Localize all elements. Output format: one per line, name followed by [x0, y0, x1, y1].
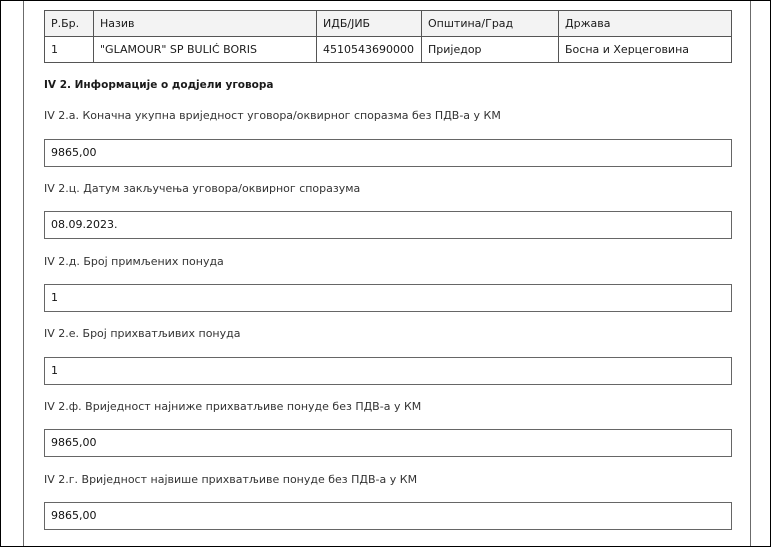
field-label-contract-date: IV 2.ц. Датум закључења уговора/оквирног споразума — [44, 182, 361, 195]
contractor-table — [44, 10, 732, 63]
column-header-municipality: Општина/Град — [422, 11, 559, 37]
cell-name: "GLAMOUR" SP BULIĆ BORIS — [94, 37, 317, 63]
field-label-received-offers: IV 2.д. Број примљених понуда — [44, 255, 224, 268]
section-title: IV 2. Информације о додјели уговора — [44, 79, 274, 91]
field-label-acceptable-offers: IV 2.е. Број прихватљивих понуда — [44, 327, 241, 340]
field-label-highest-offer: IV 2.г. Вриједност највише прихватљиве понуде без ПДВ-а у КМ — [44, 473, 418, 486]
field-value-final-value: 9865,00 — [44, 139, 732, 167]
column-header-number: Р.Бр. — [45, 11, 94, 37]
field-value-acceptable-offers: 1 — [44, 357, 732, 385]
cell-id: 4510543690000 — [317, 37, 422, 63]
field-label-lowest-offer: IV 2.ф. Вриједност најниже прихватљиве понуде без ПДВ-а у КМ — [44, 400, 422, 413]
field-label-final-value: IV 2.a. Коначна укупна вриједност уговора/оквирног споразма без ПДВ-а у КМ — [44, 109, 501, 122]
column-header-country: Држава — [559, 11, 732, 37]
table-row — [45, 37, 732, 63]
field-value-received-offers: 1 — [44, 284, 732, 312]
field-value-highest-offer: 9865,00 — [44, 502, 732, 530]
column-header-id: ИДБ/ЈИБ — [317, 11, 422, 37]
cell-country: Босна и Херцеговина — [559, 37, 732, 63]
column-header-name: Назив — [94, 11, 317, 37]
field-value-lowest-offer: 9865,00 — [44, 429, 732, 457]
cell-number: 1 — [45, 37, 94, 63]
document-page — [23, 0, 751, 547]
cell-municipality: Приједор — [422, 37, 559, 63]
table-header-row — [45, 11, 732, 37]
field-value-contract-date: 08.09.2023. — [44, 211, 732, 239]
